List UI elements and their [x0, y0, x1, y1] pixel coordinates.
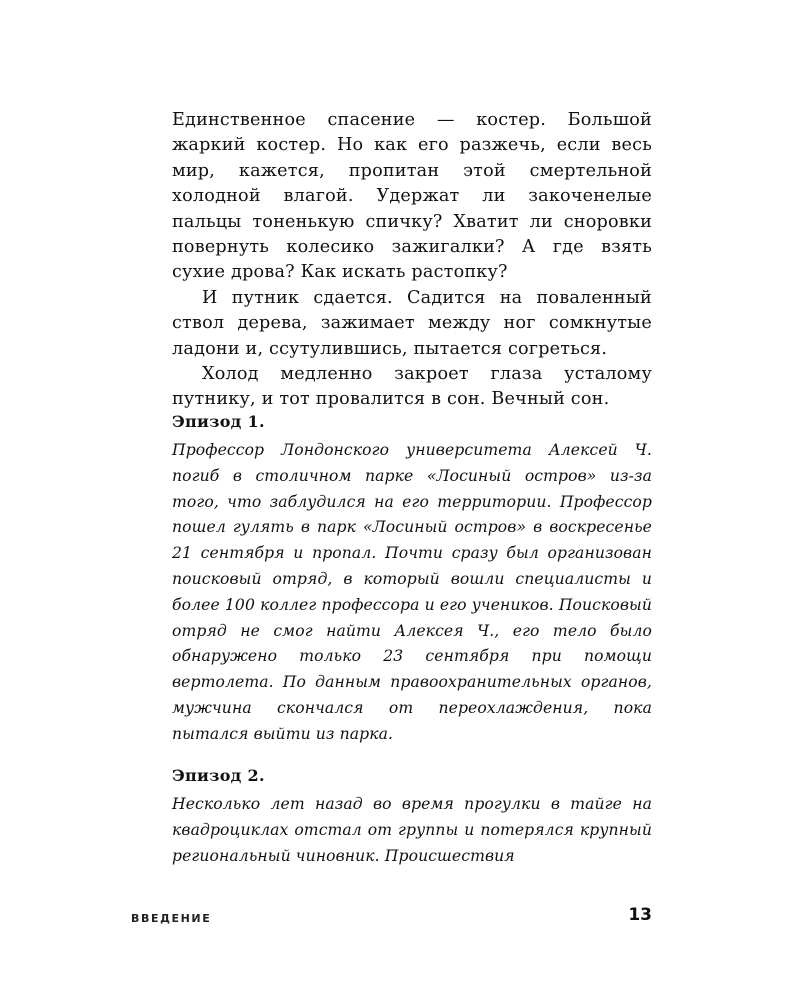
episode-1: [172, 410, 652, 748]
paragraph: Холод медленно закроет глаза усталому путнику, и тот провалится в сон. Вечный сон.: [172, 364, 652, 410]
page-number: 13: [628, 905, 652, 925]
paragraph: Единственное спасение — костер. Большой жаркий костер. Но как его разжечь, если весь мир, кажется, пропитан этой смертельной холодной влагой. Удержат ли закоченелые пальцы тоненькую спичку? Хватит ли сноровки повернуть колесико зажигалки? А где взять сухие дрова? Как искать растопку?: [172, 110, 652, 283]
episode-2: [172, 764, 652, 869]
paragraph: И путник сдается. Садится на поваленный ствол дерева, зажимает между ног сомкнутые ладони и, ссутулившись, пытается согреться.: [172, 287, 652, 359]
episode-heading: Эпизод 2.: [172, 766, 265, 785]
episode-heading: Эпизод 1.: [172, 412, 265, 431]
running-footer-section: ВВЕДЕНИЕ: [131, 912, 212, 925]
main-text: [172, 108, 652, 413]
episode-text: Несколько лет назад во время прогулки в тайге на квадроциклах отстал от группы и потерялся крупный региональный чиновник. Происшествия: [172, 795, 652, 865]
episode-text: Профессор Лондонского университета Алексей Ч. погиб в столичном парке «Лосиный остров» из-за того, что заблудился на его территории. Профессор пошел гулять в парк «Лосиный остров» в воскресенье 21 сентября и пропал. Почти сразу был организован поисковый отряд, в который вошли специалисты и более 100 коллег профессора и его учеников. Поисковый отряд не смог найти Алексея Ч., его тело было обнаружено только 23 сентября при помощи вертолета. По данным правоохранительных органов, мужчина скончался от переохлаждения, пока пытался выйти из парка.: [172, 441, 652, 743]
